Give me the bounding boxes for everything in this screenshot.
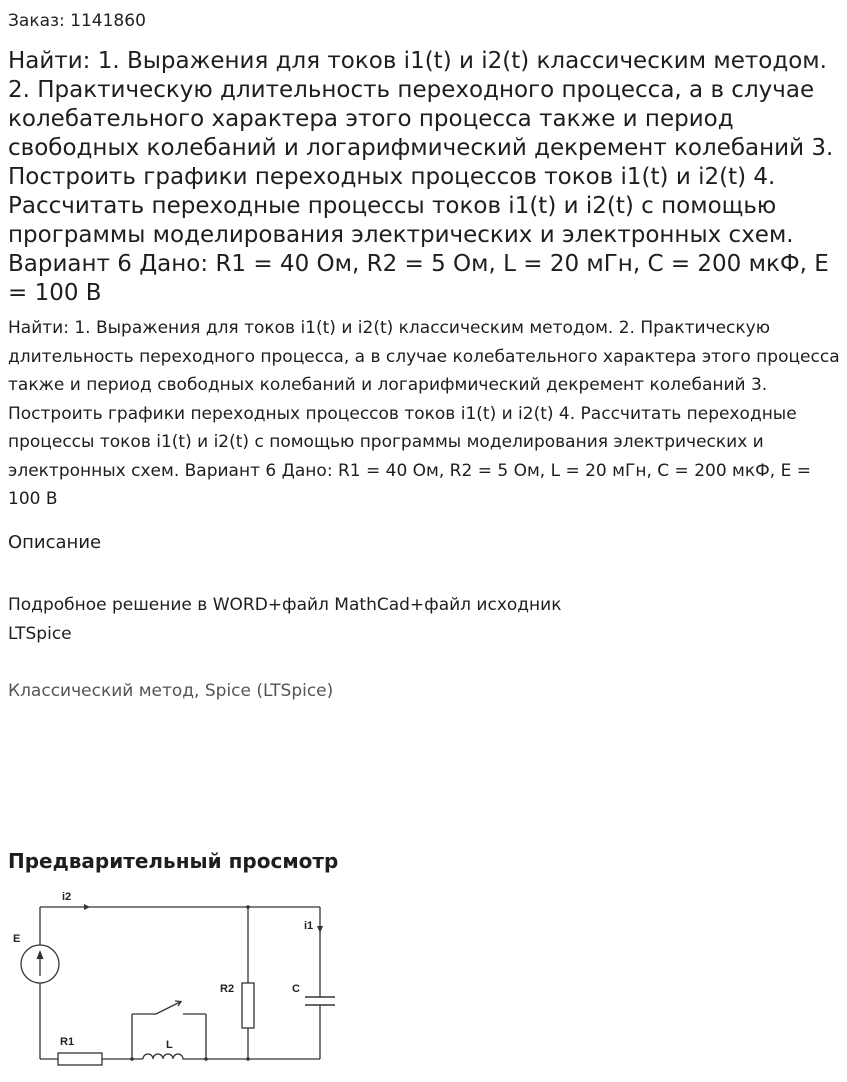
switch-icon (156, 1001, 181, 1014)
label-r1: R1 (60, 1036, 75, 1048)
label-i2: i2 (62, 891, 72, 903)
preview-heading: Предварительный просмотр (8, 849, 339, 873)
label-r2: R2 (220, 983, 235, 995)
inductor-icon (143, 1054, 190, 1059)
label-c: C (292, 983, 300, 995)
r1-resistor-icon (58, 1053, 102, 1065)
label-l: L (166, 1039, 173, 1051)
i1-arrow-icon (317, 926, 323, 933)
capacitor-icon (305, 997, 335, 1005)
r2-resistor-icon (242, 983, 254, 1028)
task-title: Найти: 1. Выражения для токов i1(t) и i2(t) классическим методом. 2. Практическую длительность переходного процесса, а в случае колебательного характера этого процесса также и период свободных колебаний и логарифмический декремент колебаний 3. Построить графики переходных процессов токов i1(t) и i2(t) 4. Рассчитать переходные процессы токов i1(t) и i2(t) с помощью программы моделирования электрических и электронных схем. Вариант 6 Дано: R1 = 40 Ом, R2 = 5 Ом, L = 20 мГн, С = 200 мкФ, Е = 100 В (8, 48, 834, 306)
tags: Классический метод, Spice (LTSpice) (8, 681, 334, 701)
source-arrow-icon (37, 950, 44, 959)
label-e: E (13, 933, 21, 945)
label-i1: i1 (304, 920, 314, 932)
description-heading: Описание (8, 532, 102, 553)
circuit-diagram (8, 882, 344, 1072)
description-text: Подробное решение в WORD+файл MathCad+файл исходник LTSpice (8, 595, 562, 644)
order-number: Заказ: 1141860 (8, 11, 146, 31)
task-description: Найти: 1. Выражения для токов i1(t) и i2(t) классическим методом. 2. Практическую длительность переходного процесса, а в случае колебательного характера этого процесса также и период свободных колебаний и логарифмический декремент колебаний 3. Построить графики переходных процессов токов i1(t) и i2(t) 4. Рассчитать переходные процессы токов i1(t) и i2(t) с помощью программы моделирования электрических и электронных схем. Вариант 6 Дано: R1 = 40 Ом, R2 = 5 Ом, L = 20 мГн, С = 200 мкФ, Е = 100 В (8, 318, 840, 509)
i2-arrow-icon (84, 904, 90, 910)
